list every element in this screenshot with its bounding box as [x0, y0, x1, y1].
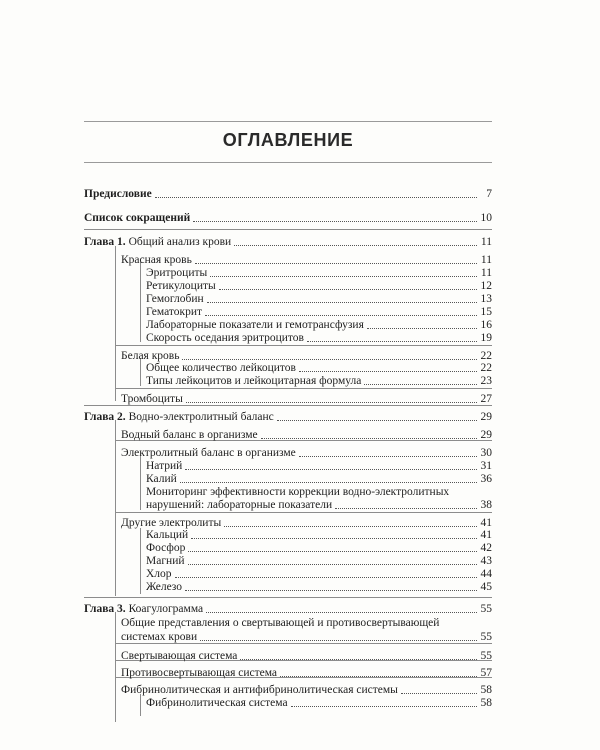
toc-entry-text: Тромбоциты [121, 393, 183, 405]
toc-entry-text: Коагулограмма [125, 603, 204, 615]
toc-entry-g3-2[interactable] [121, 650, 492, 662]
dot-leader [299, 371, 477, 372]
toc-entry-title [84, 212, 190, 224]
toc-entry-g1-red-6[interactable] [146, 332, 492, 344]
dot-leader [280, 676, 477, 677]
dot-leader [261, 438, 477, 439]
toc-entry-title [146, 362, 296, 374]
toc-entry-g2-other-5[interactable] [146, 581, 492, 593]
toc-entry-g1-red-4[interactable] [146, 306, 492, 318]
toc-entry-text: Калий [146, 473, 177, 485]
chapter-2-sub-divider [115, 512, 492, 513]
toc-entry-text: Фибринолитическая система [146, 697, 288, 709]
toc-entry-g3-1b[interactable] [121, 631, 492, 643]
toc-page-number: 27 [480, 393, 492, 405]
section-divider [84, 229, 492, 230]
toc-page-number: 43 [480, 555, 492, 567]
dot-leader [185, 590, 477, 591]
toc-page-number: 22 [480, 362, 492, 374]
toc-page-number: 13 [480, 293, 492, 305]
toc-page-number: 12 [480, 280, 492, 292]
chapter-2-bracket [115, 420, 116, 596]
toc-page-number: 23 [480, 375, 492, 387]
other-electrolytes-bracket [140, 528, 141, 594]
dot-leader [205, 315, 477, 316]
dot-leader [210, 276, 477, 277]
toc-entry-g2-other-2[interactable] [146, 542, 492, 554]
toc-entry-g3[interactable] [84, 603, 492, 615]
toc-entry-g2-el-1[interactable] [146, 460, 492, 472]
toc-entry-text: Белая кровь [121, 350, 180, 362]
toc-entry-g2-el-2[interactable] [146, 473, 492, 485]
dot-leader [291, 706, 477, 707]
toc-entry-text: Ретикулоциты [146, 280, 216, 292]
toc-entry-text: системах крови [121, 631, 198, 643]
toc-entry-g2-other-3[interactable] [146, 555, 492, 567]
toc-page-number: 41 [480, 529, 492, 541]
dot-leader [185, 469, 477, 470]
toc-page-number: 29 [480, 429, 492, 441]
toc-entry-g1-red-3[interactable] [146, 293, 492, 305]
dot-leader [299, 456, 477, 457]
toc-entry-title [146, 555, 185, 567]
toc-entry-title [121, 617, 439, 629]
chapter-1-sub-divider [115, 345, 492, 346]
dot-leader [335, 508, 477, 509]
dot-leader [207, 302, 477, 303]
toc-entry-g3-4[interactable] [121, 684, 492, 696]
toc-page-number: 19 [480, 332, 492, 344]
toc-entry-title [146, 293, 204, 305]
dot-leader [188, 551, 477, 552]
toc-entry-title [146, 542, 185, 554]
dot-leader [224, 526, 477, 527]
toc-page-number: 16 [480, 319, 492, 331]
toc-entry-text: Типы лейкоцитов и лейкоцитарная формула [146, 375, 362, 387]
toc-page-number: 11 [480, 267, 492, 279]
toc-entry-text: Фибринолитическая и антифибринолитическая системы [121, 684, 398, 696]
toc-entry-text: Фосфор [146, 542, 186, 554]
toc-entry-g3-3[interactable] [121, 667, 492, 679]
section-divider [84, 405, 492, 406]
toc-entry-spisok[interactable] [84, 212, 492, 224]
dot-leader [234, 245, 477, 246]
toc-entry-text: Эритроциты [146, 267, 208, 279]
toc-entry-g1-red-5[interactable] [146, 319, 492, 331]
toc-entry-title [146, 473, 177, 485]
dot-leader [180, 482, 477, 483]
toc-page-number: 58 [480, 697, 492, 709]
toc-entry-title [84, 236, 231, 248]
toc-entry-title [121, 684, 398, 696]
toc-page-number: 29 [480, 411, 492, 423]
toc-page-number: 41 [480, 517, 492, 529]
dot-leader [307, 341, 477, 342]
toc-entry-title [121, 429, 258, 441]
toc-page-number: 45 [480, 581, 492, 593]
toc-entry-title [121, 650, 237, 662]
toc-entry-title [146, 486, 449, 498]
dot-leader [155, 197, 477, 198]
toc-entry-g2-el-3a[interactable] [146, 486, 461, 498]
toc-page-number: 55 [480, 650, 492, 662]
toc-entry-g2-other-1[interactable] [146, 529, 492, 541]
toc-entry-g1-red-1[interactable] [146, 267, 492, 279]
toc-page-number: 55 [480, 603, 492, 615]
dot-leader [364, 384, 477, 385]
toc-entry-g2-other-4[interactable] [146, 568, 492, 580]
toc-entry-text: Противосвертывающая система [121, 667, 278, 679]
toc-entry-text: нарушений: лабораторные показатели [146, 499, 333, 511]
toc-entry-g2[interactable] [84, 411, 492, 423]
dot-leader [367, 328, 477, 329]
toc-entry-g2-water[interactable] [121, 429, 492, 441]
toc-entry-title [146, 568, 172, 580]
toc-entry-g3-4-1[interactable] [146, 697, 492, 709]
electrolyte-bracket [140, 456, 141, 510]
toc-entry-title [84, 603, 203, 615]
toc-entry-text: Водно-электролитный баланс [125, 411, 274, 423]
chapter-3-bracket [115, 612, 116, 722]
dot-leader [219, 289, 477, 290]
toc-entry-text: Общее количество лейкоцитов [146, 362, 296, 374]
toc-page-number: 10 [480, 212, 492, 224]
toc-entry-text: Общий анализ крови [125, 236, 232, 248]
dot-leader [200, 640, 477, 641]
dot-leader [240, 659, 477, 660]
dot-leader [193, 221, 477, 222]
toc-entry-text: Скорость оседания эритроцитов [146, 332, 304, 344]
white-blood-bracket [140, 358, 141, 386]
toc-page-number: 11 [480, 236, 492, 248]
toc-entry-text: Водный баланс в организме [121, 429, 258, 441]
dot-leader [191, 538, 477, 539]
toc-page-number: 38 [480, 499, 492, 511]
toc-entry-title [146, 306, 202, 318]
toc-entry-title [146, 697, 288, 709]
dot-leader [277, 420, 477, 421]
toc-entry-title [146, 529, 188, 541]
red-blood-bracket [140, 262, 141, 342]
toc-entry-g1-red[interactable] [121, 254, 492, 266]
toc-entry-title [146, 267, 207, 279]
dot-leader [195, 263, 477, 264]
toc-page-number: 15 [480, 306, 492, 318]
dot-leader [175, 577, 477, 578]
toc-entry-title [146, 375, 361, 387]
toc-entry-text: Магний [146, 555, 185, 567]
toc-entry-g3-1a[interactable] [121, 617, 451, 629]
chapter-1-bracket [115, 246, 116, 401]
toc-page-number: 57 [480, 667, 492, 679]
toc-page-number: 42 [480, 542, 492, 554]
toc-entry-title [146, 499, 332, 511]
fibrinolytic-bracket [140, 694, 141, 716]
toc-entry-bold-label: Глава 1. [84, 236, 126, 248]
toc-page-number: 55 [480, 631, 492, 643]
toc-entry-g1-trombo[interactable] [121, 393, 492, 405]
toc-entry-g1-white[interactable] [121, 350, 492, 362]
toc-entry-text: Хлор [146, 568, 172, 580]
dot-leader [182, 359, 477, 360]
toc-entry-title [146, 280, 216, 292]
toc-entry-title [84, 411, 274, 423]
toc-entry-title [121, 517, 221, 529]
toc-entry-text: Свертывающая система [121, 650, 238, 662]
toc-entry-title [121, 350, 179, 362]
chapter-1-sub-divider [115, 388, 492, 389]
toc-page-number: 44 [480, 568, 492, 580]
toc-entry-bold-label: Глава 3. [84, 603, 126, 615]
toc-entry-title [146, 460, 182, 472]
toc-entry-title [121, 393, 183, 405]
toc-entry-bold-label: Предисловие [84, 188, 152, 200]
toc-entry-title [121, 254, 192, 266]
page-title: ОГЛАВЛЕНИЕ [222, 130, 354, 150]
toc-page-number: 22 [480, 350, 492, 362]
toc-page-number: 11 [480, 254, 492, 266]
toc-entry-g2-other[interactable] [121, 517, 492, 529]
toc-entry-predislovie[interactable] [84, 188, 492, 200]
dot-leader [188, 564, 477, 565]
toc-entry-g1-white-2[interactable] [146, 375, 492, 387]
toc-entry-text: Мониторинг эффективности коррекции водно-электролитных [146, 486, 450, 498]
toc-entry-title [146, 581, 182, 593]
toc-entry-title [146, 332, 304, 344]
toc-entry-title [121, 447, 296, 459]
toc-entry-text: Гематокрит [146, 306, 203, 318]
toc-entry-text: Кальций [146, 529, 189, 541]
dot-leader [401, 693, 477, 694]
toc-entry-g2-el[interactable] [121, 447, 492, 459]
toc-entry-text: Гемоглобин [146, 293, 204, 305]
toc-entry-title [121, 631, 197, 643]
toc-entry-text: Железо [146, 581, 183, 593]
dot-leader [206, 612, 477, 613]
toc-page-number: 36 [480, 473, 492, 485]
toc-entry-g1[interactable] [84, 236, 492, 248]
toc-entry-text: Натрий [146, 460, 183, 472]
toc-entry-text: Лабораторные показатели и гемотрансфузия [146, 319, 364, 331]
toc-entry-g2-el-3b[interactable] [146, 499, 492, 511]
toc-entry-title [121, 667, 277, 679]
toc-page-number: 30 [480, 447, 492, 459]
chapter-3-sub-divider [115, 643, 492, 644]
toc-entry-g1-red-2[interactable] [146, 280, 492, 292]
toc-entry-bold-label: Список сокращений [84, 212, 191, 224]
toc-entry-text: Общие представления о свертывающей и противосвертывающей [121, 617, 440, 629]
toc-page-number: 31 [480, 460, 492, 472]
section-divider [84, 597, 492, 598]
toc-entry-text: Красная кровь [121, 254, 192, 266]
toc-entry-bold-label: Глава 2. [84, 411, 126, 423]
dot-leader [186, 402, 477, 403]
toc-entry-title [146, 319, 364, 331]
toc-entry-title [84, 188, 152, 200]
toc-entry-text: Электролитный баланс в организме [121, 447, 296, 459]
toc-entry-g1-white-1[interactable] [146, 362, 492, 374]
toc-entry-text: Другие электролиты [121, 517, 222, 529]
toc-page-number: 7 [486, 188, 492, 200]
toc-page-number: 58 [480, 684, 492, 696]
